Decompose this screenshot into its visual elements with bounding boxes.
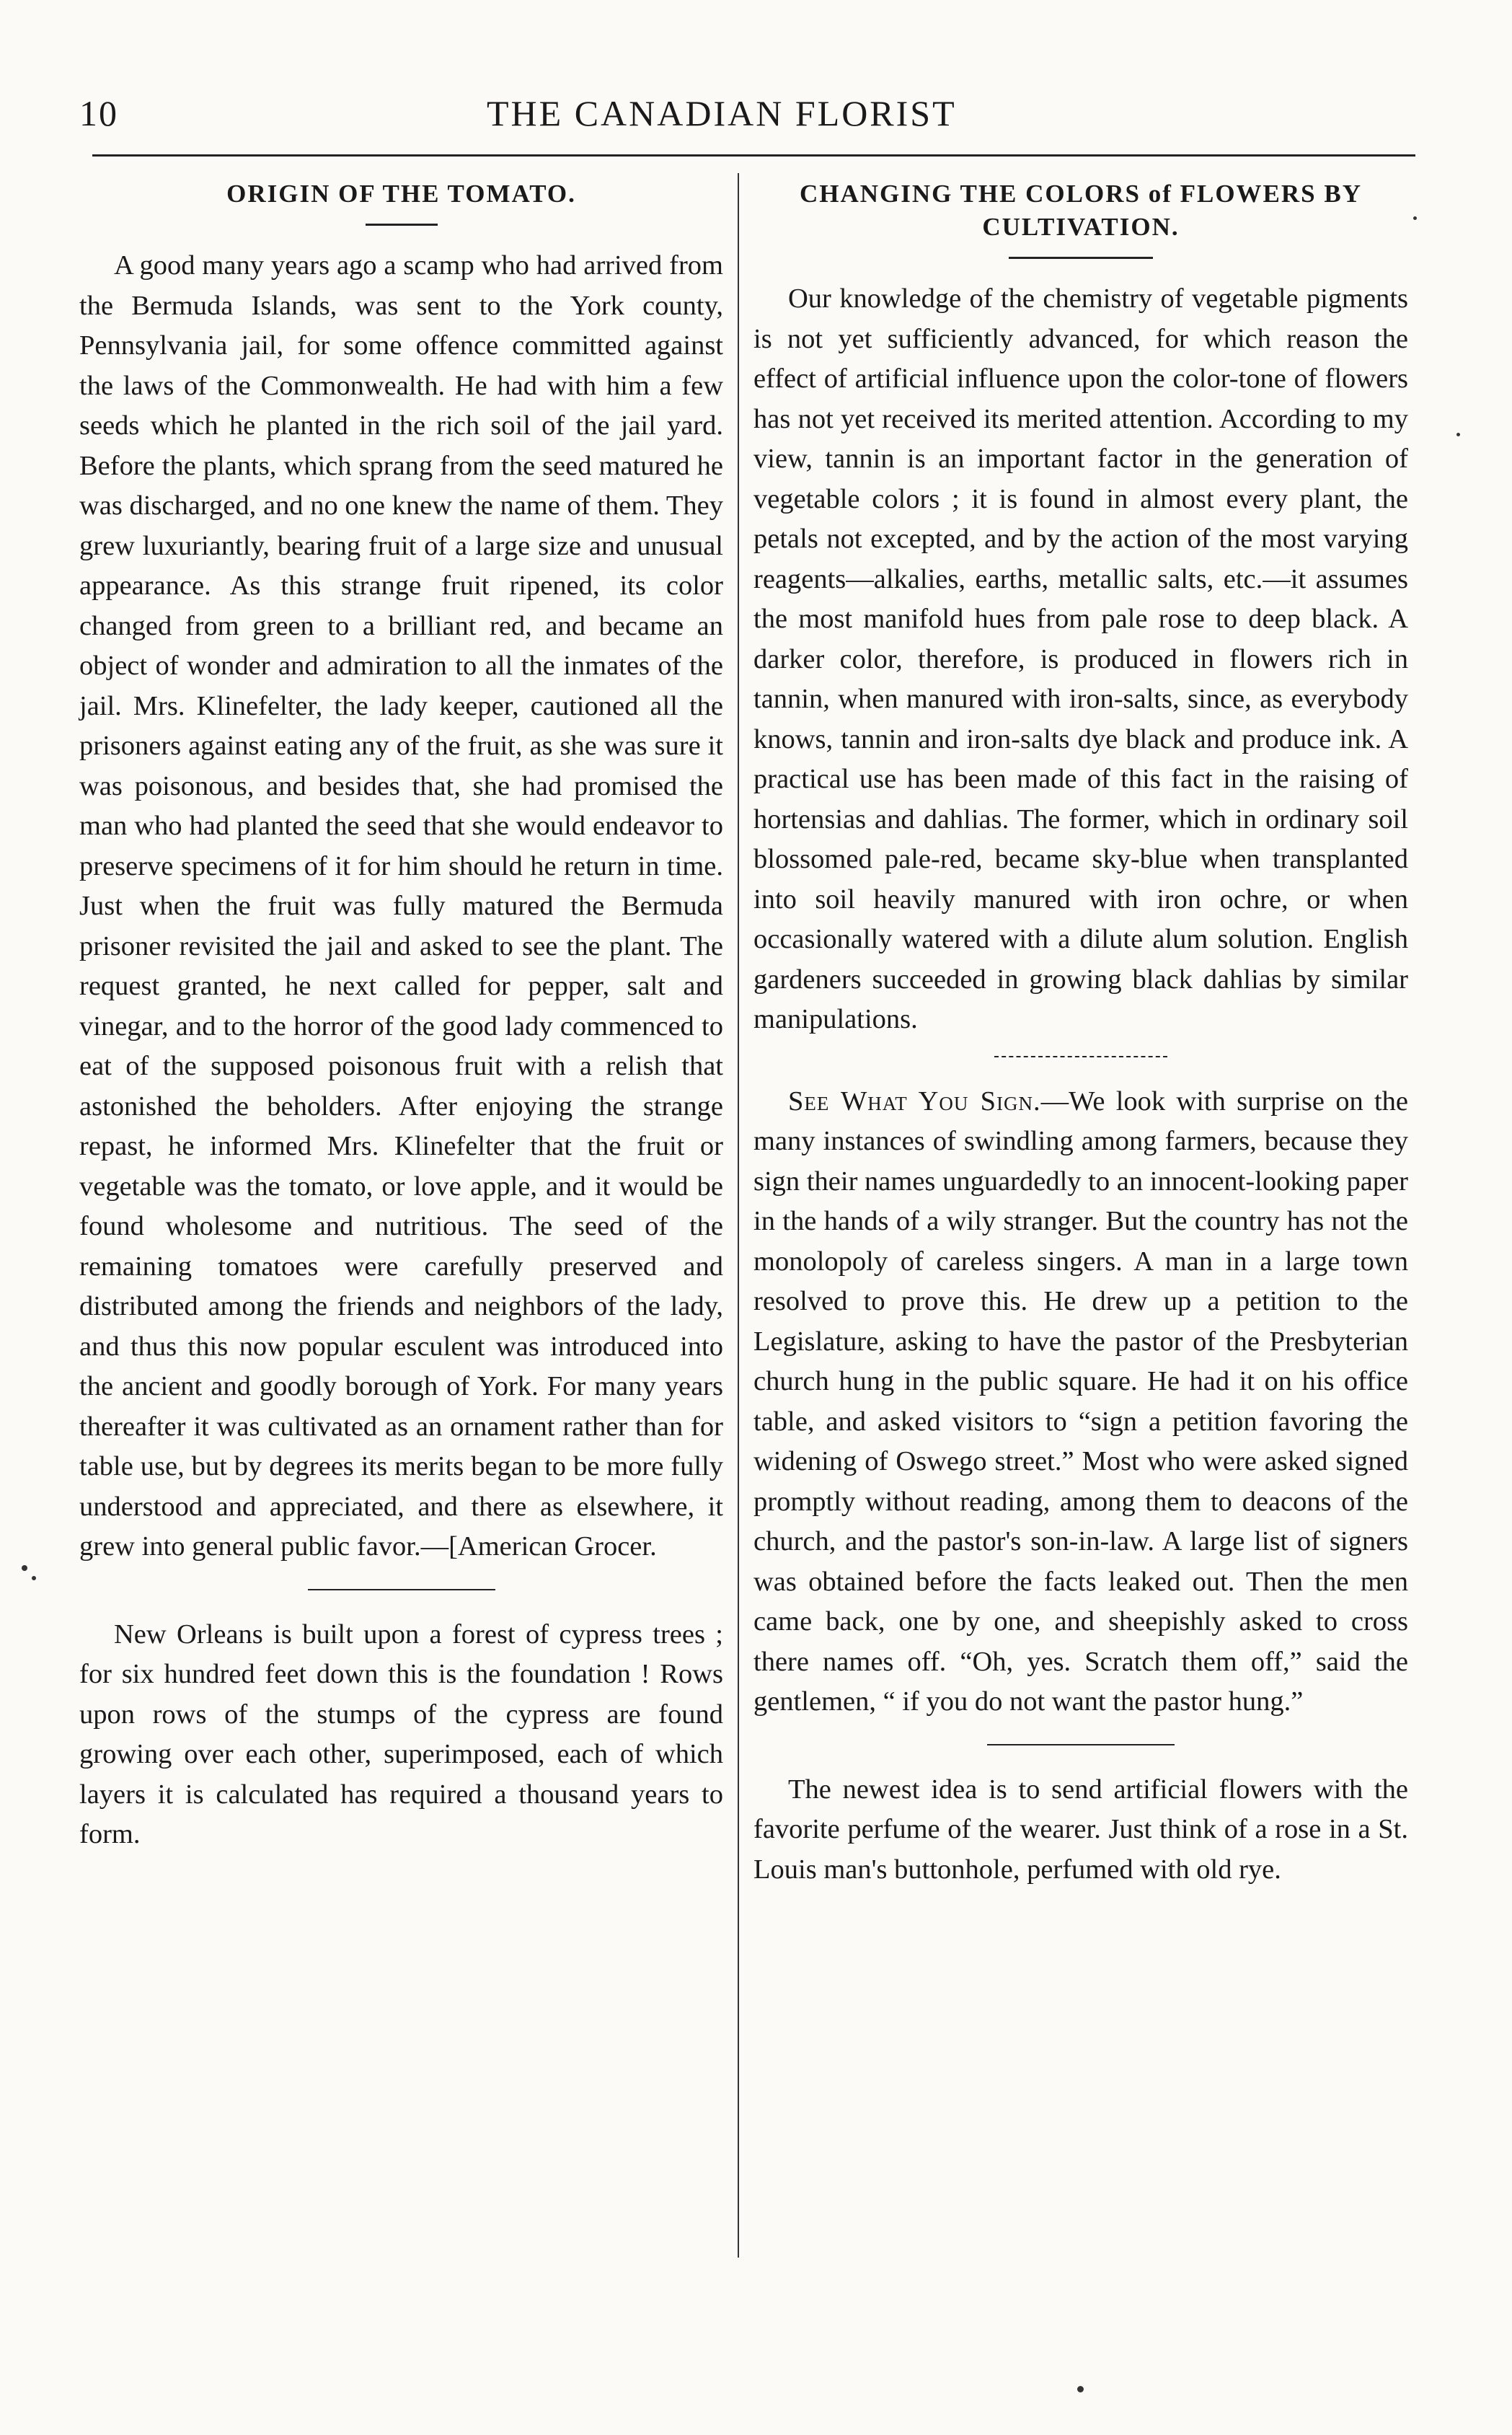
article-body-new-orleans: New Orleans is built upon a forest of cypress trees ; for six hundred feet down this is the foundation ! Rows upon rows of the stumps of the cypress are found growing over each other, superimposed, each of which layers it is calculated has required a thousand years to form. <box>79 1619 723 1849</box>
ink-speck <box>1413 216 1417 220</box>
ink-speck <box>1456 433 1460 436</box>
running-head: THE CANADIAN FLORIST <box>487 93 957 133</box>
section-divider <box>987 1744 1175 1745</box>
article-title-colors: CHANGING THE COLORS of FLOWERS BY CULTIVATION. <box>799 180 1363 241</box>
page-number: 10 <box>79 93 118 133</box>
article-body-tomato: A good many years ago a scamp who had arrived from the Bermuda Islands, was sent to the York county, Pennsylvania jail, for some offence committed against the laws of the Commonwealth. He had with him a few seeds which he planted in the rich soil of the jail yard. Before the plants, which sprang from the seed matured he was discharged, and no one knew the name of them. They grew luxuriantly, bearing fruit of a large size and unusual appearance. As this strange fruit ripened, its color changed from green to a brilliant red, and became an object of wonder and admiration to all the inmates of the jail. Mrs. Klinefelter, the lady keeper, cautioned all the prisoners against eating any of the fruit, as she was sure it was poisonous, and besides that, she had promised the man who had planted the seed that she would endeavor to preserve specimens of it for him should he return in time. Just when the fruit was fully matured the Bermuda prisoner revisited the jail and asked to see the plant. The request granted, he next called for pepper, salt and vinegar, and to the horror of the good lady commenced to eat of the supposed poisonous fruit with a relish that astonished the beholders. After enjoying the strange repast, he informed Mrs. Klinefelter that the fruit or vegetable was the tomato, or love apple, and it would be found wholesome and nutritious. The seed of the remaining tomatoes were carefully preserved and distributed among the friends and neighbors of the lady, and thus this now popular esculent was introduced into the ancient and goodly borough of York. For many years thereafter it was cultivated as an ornament rather than for table use, but by degrees its merits began to be more fully understood and appreciated, and there as elsewhere, it grew into general public favor.—[American Grocer. <box>79 250 723 1562</box>
article-lead-sign: See What You Sign. <box>788 1086 1041 1117</box>
article-title-tomato: ORIGIN OF THE TOMATO. <box>226 180 576 208</box>
article-body-colors: Our knowledge of the chemistry of vegetable pigments is not yet sufficiently advanced, for which reason the effect of artificial influence upon the color-tone of flowers has not yet received its merited attention. According to my view, tannin is an important factor in the generation of vegetable colors ; it is found in almost every plant, the petals not excepted, and by the action of the most varying reagents—alkalies, earths, metallic salts, etc.—it assumes the most manifold hues from pale rose to deep black. A darker color, therefore, is produced in flowers rich in tannin, when manured with iron-salts, since, as everybody knows, tannin and iron-salts dye black and produce ink. A practical use has been made of this fact in the raising of hortensias and dahlias. The former, which in ordinary soil blossomed pale-red, became sky-blue when transplanted into soil heavily manured with iron ochre, or when occasionally watered with a dilute alum solution. English gardeners succeeded in growing black dahlias by similar manipulations. <box>753 283 1408 1034</box>
article-body-newest-idea: The newest idea is to send artificial flowers with the favorite perfume of the wearer. Just think of a rose in a St. Louis man's buttonhole, perfumed with old rye. <box>753 1774 1408 1885</box>
column-rule <box>738 173 739 2258</box>
ink-speck <box>1077 2386 1084 2392</box>
header-rule <box>92 154 1415 157</box>
section-divider <box>308 1589 495 1590</box>
title-rule <box>366 224 438 226</box>
ink-speck <box>22 1565 27 1571</box>
ink-speck <box>32 1576 36 1580</box>
left-column <box>79 177 723 1855</box>
section-divider <box>994 1056 1167 1057</box>
article-text-sign: —We look with surprise on the many instances of swindling among farmers, because they sign their names unguardedly to an innocent-looking paper in the hands of a wily stranger. But the country has not the monolopoly of careless singers. A man in a large town resolved to prove this. He drew up a petition to the Legislature, asking to have the pastor of the Presbyterian church hung in the public square. He had it on his office table, and asked visitors to “sign a petition favoring the widening of Oswego street.” Most who were asked signed promptly without reading, among them to deacons of the church, and the pastor's son-in-law. A large list of signers was obtained before the facts leaked out. Then the men came back, one by one, and sheepishly asked to cross there names off. “Oh, yes. Scratch them off,” said the gentlemen, “ if you do not want the pastor hung.” <box>753 1086 1409 1717</box>
title-rule <box>1009 257 1153 259</box>
right-column <box>753 177 1408 1890</box>
page-header <box>79 92 1420 143</box>
article-body-sign <box>753 1082 1408 1722</box>
